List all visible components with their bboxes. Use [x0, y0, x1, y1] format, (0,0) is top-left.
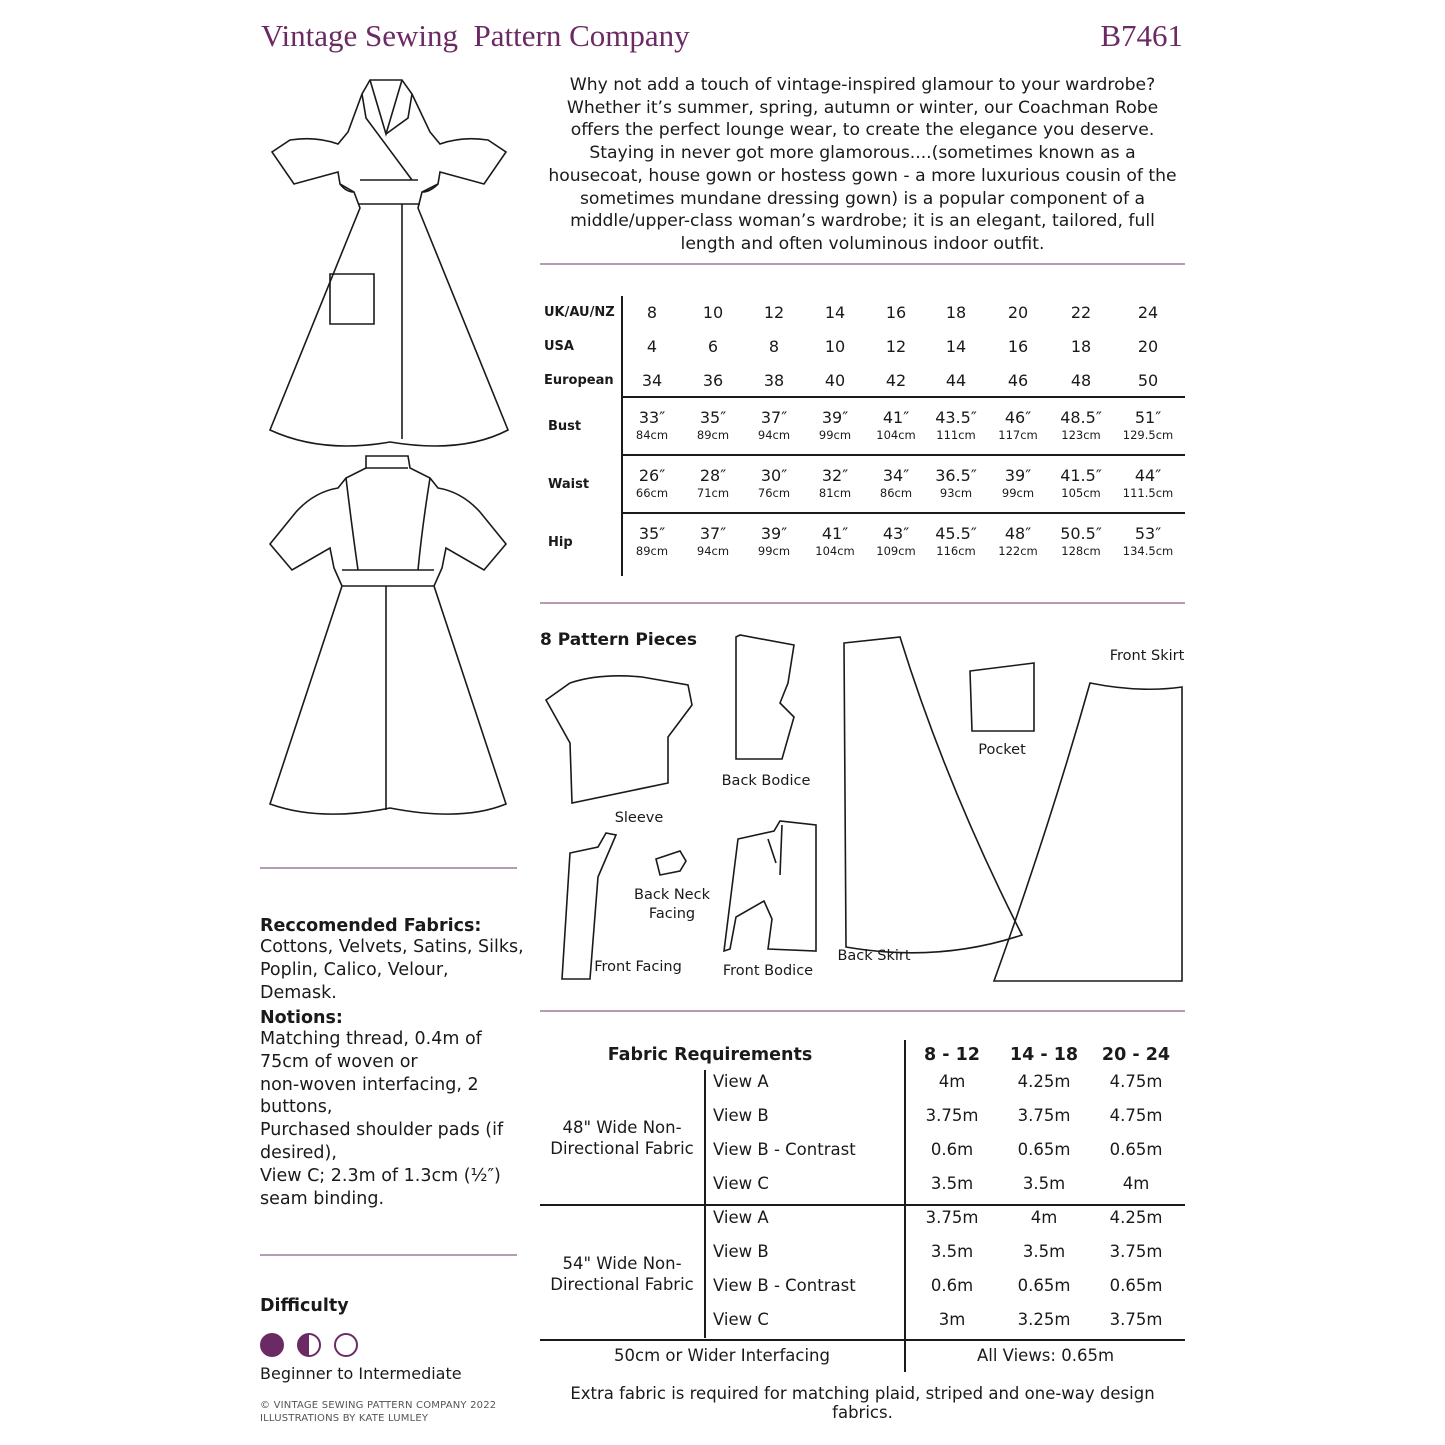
- fabric-type-line: 54" Wide Non-: [562, 1254, 682, 1273]
- size-value: 36: [702, 371, 724, 390]
- measurement-cell: [921, 524, 991, 558]
- size-value: 18: [945, 303, 967, 322]
- measurement-cell: [921, 466, 991, 500]
- measurement-cm: 66cm: [635, 486, 669, 500]
- sleeve-label: Sleeve: [614, 810, 664, 826]
- measurement-cm: 81cm: [818, 486, 852, 500]
- measurement-cell: [617, 466, 687, 500]
- fabric-table-row-rule: [540, 1204, 1185, 1206]
- notions-line: buttons,: [260, 1097, 333, 1118]
- measurement-cm: 104cm: [815, 544, 855, 558]
- view-label: View A: [713, 1208, 769, 1227]
- measurement-label: Bust: [548, 419, 582, 434]
- fabric-amount: 3.75m: [1109, 1310, 1163, 1329]
- fabric-amount: 3.5m: [1022, 1242, 1066, 1261]
- size-range-header: 20 - 24: [1101, 1045, 1171, 1065]
- measurement-cm: 89cm: [696, 428, 730, 442]
- measurement-cm: 99cm: [757, 544, 791, 558]
- size-chart-row-rule: [621, 454, 1185, 456]
- measurement-inches: 41″: [882, 408, 910, 427]
- measurement-cell: [1113, 466, 1183, 500]
- fabric-amount: 3.25m: [1017, 1310, 1071, 1329]
- measurement-cell: [983, 524, 1053, 558]
- size-value: 22: [1070, 303, 1092, 322]
- fabrics-line: Cottons, Velvets, Satins, Silks,: [260, 937, 524, 957]
- measurement-inches: 41.5″: [1060, 466, 1102, 485]
- view-label: View B: [713, 1242, 769, 1261]
- view-label: View B - Contrast: [713, 1276, 856, 1295]
- measurement-cm: 116cm: [936, 544, 976, 558]
- measurement-cell: [1113, 408, 1183, 442]
- divider: [260, 867, 517, 869]
- pocket-label: Pocket: [978, 742, 1026, 758]
- measurement-cm: 134.5cm: [1122, 544, 1174, 558]
- size-value: 40: [824, 371, 846, 390]
- fabric-amount: 0.6m: [930, 1140, 974, 1159]
- measurement-inches: 39″: [821, 408, 849, 427]
- measurement-cell: [800, 466, 870, 500]
- size-value: 8: [646, 303, 658, 322]
- robe-front-illustration: [262, 74, 517, 454]
- fabric-table-row-rule: [540, 1339, 1185, 1341]
- front-skirt-piece: [994, 683, 1182, 981]
- divider: [260, 1254, 517, 1256]
- divider: [540, 263, 1185, 265]
- measurement-cm: 111cm: [936, 428, 976, 442]
- measurement-inches: 35″: [699, 408, 727, 427]
- fabric-amount: 0.6m: [930, 1276, 974, 1295]
- measurement-inches: 50.5″: [1060, 524, 1102, 543]
- measurement-inches: 45.5″: [935, 524, 977, 543]
- measurement-cm: 129.5cm: [1122, 428, 1174, 442]
- measurement-inches: 30″: [760, 466, 788, 485]
- size-value: 44: [945, 371, 967, 390]
- notions-line: non-woven interfacing, 2: [260, 1074, 479, 1095]
- size-value: 46: [1007, 371, 1029, 390]
- fabric-amount: 0.65m: [1017, 1276, 1071, 1295]
- measurement-cm: 104cm: [876, 428, 916, 442]
- size-value: 20: [1137, 337, 1159, 356]
- fabric-amount: 4m: [1122, 1174, 1150, 1193]
- measurement-cell: [1113, 524, 1183, 558]
- view-label: View A: [713, 1072, 769, 1091]
- measurement-inches: 41″: [821, 524, 849, 543]
- size-value: 16: [885, 303, 907, 322]
- fabric-amount: 0.65m: [1017, 1140, 1071, 1159]
- fabric-amount: 3m: [938, 1310, 966, 1329]
- fabric-amount: 3.75m: [1017, 1106, 1071, 1125]
- interfacing-value: All Views: 0.65m: [976, 1346, 1115, 1365]
- measurement-inches: 28″: [699, 466, 727, 485]
- measurement-inches: 37″: [760, 408, 788, 427]
- measurement-inches: 37″: [699, 524, 727, 543]
- size-row-label: UK/AU/NZ: [544, 305, 615, 320]
- measurement-cell: [739, 408, 809, 442]
- measurement-inches: 36.5″: [935, 466, 977, 485]
- size-value: 6: [707, 337, 719, 356]
- fabric-amount: 4m: [1030, 1208, 1058, 1227]
- notions-section: [260, 1008, 530, 1210]
- fabric-footnote: Extra fabric is required for matching plaid, striped and one-way design fabrics.: [570, 1384, 1155, 1422]
- pattern-code: B7461: [1100, 18, 1183, 53]
- intro-paragraph: Why not add a touch of vintage-inspired glamour to your wardrobe? Whether it’s summer, spring, autumn or winter, our Coachman Robe offers the perfect lounge wear, to create the elegance you deserve. Staying in never got more glamorous....(sometimes known as a housecoat, house gown or hostess gown - a more luxurious cousin of the sometimes mundane dressing gown) is a popular component of a middle/upper-class woman’s wardrobe; it is an elegant, tailored, full length and often voluminous indoor outfit.: [548, 75, 1177, 254]
- size-value: 20: [1007, 303, 1029, 322]
- size-value: 8: [768, 337, 780, 356]
- fabric-amount: 3.5m: [930, 1242, 974, 1261]
- size-chart: [540, 290, 1185, 575]
- measurement-cm: 122cm: [998, 544, 1038, 558]
- size-value: 12: [763, 303, 785, 322]
- measurement-inches: 34″: [882, 466, 910, 485]
- measurement-inches: 48″: [1004, 524, 1032, 543]
- measurement-cm: 93cm: [939, 486, 973, 500]
- measurement-inches: 46″: [1004, 408, 1032, 427]
- measurement-inches: 35″: [638, 524, 666, 543]
- measurement-cell: [1046, 524, 1116, 558]
- notions-line: seam binding.: [260, 1188, 385, 1209]
- measurement-cm: 105cm: [1061, 486, 1101, 500]
- size-row-label: European: [544, 373, 614, 388]
- measurement-cm: 86cm: [879, 486, 913, 500]
- back-neck-facing-label: [632, 886, 712, 924]
- back-bodice-label: Back Bodice: [721, 773, 811, 789]
- measurement-inches: 48.5″: [1060, 408, 1102, 427]
- measurement-cm: 128cm: [1061, 544, 1101, 558]
- measurement-cell: [800, 524, 870, 558]
- fabric-amount: 4.75m: [1109, 1106, 1163, 1125]
- measurement-inches: 43″: [882, 524, 910, 543]
- fabric-type-line: Directional Fabric: [550, 1139, 694, 1158]
- measurement-cell: [617, 408, 687, 442]
- interfacing-label: 50cm or Wider Interfacing: [614, 1346, 830, 1365]
- measurement-label: Waist: [548, 477, 590, 492]
- front-facing-label: Front Facing: [594, 959, 682, 975]
- size-row-label: USA: [544, 339, 574, 354]
- measurement-cell: [739, 466, 809, 500]
- fabric-amount: 4.75m: [1109, 1072, 1163, 1091]
- view-label: View B - Contrast: [713, 1140, 856, 1159]
- measurement-inches: 53″: [1134, 524, 1162, 543]
- notions-heading: Notions:: [260, 1008, 343, 1028]
- fabric-type-line: Directional Fabric: [550, 1275, 694, 1294]
- notions-line: desired),: [260, 1142, 337, 1163]
- fabric-amount: 3.5m: [930, 1174, 974, 1193]
- back-bodice-piece: [736, 635, 794, 759]
- divider: [540, 1010, 1185, 1012]
- fabric-type-label: [540, 1117, 704, 1159]
- measurement-inches: 51″: [1134, 408, 1162, 427]
- fabric-amount: 4.25m: [1017, 1072, 1071, 1091]
- divider: [540, 602, 1185, 604]
- fabrics-heading: Reccomended Fabrics:: [260, 916, 482, 936]
- sleeve-piece: [546, 676, 692, 803]
- front-bodice-piece: [724, 821, 816, 951]
- size-chart-row-rule: [621, 396, 1185, 398]
- robe-back-illustration: [262, 448, 517, 818]
- difficulty-empty-dot-icon: [334, 1333, 358, 1357]
- measurement-inches: 44″: [1134, 466, 1162, 485]
- notions-line: View C; 2.3m of 1.3cm (½″): [260, 1165, 501, 1186]
- fabric-amount: 4.25m: [1109, 1208, 1163, 1227]
- measurement-cell: [678, 466, 748, 500]
- view-label: View C: [713, 1310, 769, 1329]
- fabric-amount: 3.75m: [925, 1208, 979, 1227]
- measurement-inches: 33″: [638, 408, 666, 427]
- front-skirt-label: Front Skirt: [1109, 648, 1185, 664]
- size-value: 24: [1137, 303, 1159, 322]
- fabric-requirements-table: [540, 1040, 1185, 1375]
- brand-name: Vintage Sewing Pattern Company: [261, 18, 690, 53]
- measurement-cell: [921, 408, 991, 442]
- size-value: 42: [885, 371, 907, 390]
- illustration-credit: ILLUSTRATIONS BY KATE LUMLEY: [260, 1413, 429, 1424]
- size-value: 38: [763, 371, 785, 390]
- recommended-fabrics-section: [260, 916, 530, 1004]
- measurement-cm: 99cm: [818, 428, 852, 442]
- size-value: 4: [646, 337, 658, 356]
- measurement-cm: 123cm: [1061, 428, 1101, 442]
- size-value: 10: [702, 303, 724, 322]
- measurement-cm: 71cm: [696, 486, 730, 500]
- size-range-header: 8 - 12: [924, 1045, 980, 1065]
- measurement-cell: [1046, 408, 1116, 442]
- fabric-type-label: [540, 1253, 704, 1295]
- size-value: 48: [1070, 371, 1092, 390]
- difficulty-half-dot-icon: [297, 1333, 321, 1357]
- difficulty-heading: Difficulty: [260, 1296, 349, 1316]
- size-value: 34: [641, 371, 663, 390]
- measurement-cell: [678, 408, 748, 442]
- measurement-cm: 94cm: [696, 544, 730, 558]
- view-label: View B: [713, 1106, 769, 1125]
- size-range-header: 14 - 18: [1009, 1045, 1079, 1065]
- back-neck-facing-label-line1: Back Neck: [634, 887, 710, 903]
- difficulty-full-dot-icon: [260, 1333, 284, 1357]
- copyright: © VINTAGE SEWING PATTERN COMPANY 2022: [260, 1400, 497, 1411]
- measurement-cell: [1046, 466, 1116, 500]
- pocket-piece: [970, 663, 1034, 731]
- size-value: 16: [1007, 337, 1029, 356]
- measurement-label: Hip: [548, 535, 573, 550]
- size-value: 10: [824, 337, 846, 356]
- measurement-cell: [617, 524, 687, 558]
- pattern-pieces-diagram: [540, 625, 1185, 990]
- size-value: 50: [1137, 371, 1159, 390]
- fabric-amount: 0.65m: [1109, 1140, 1163, 1159]
- fabrics-line: Poplin, Calico, Velour, Demask.: [260, 959, 449, 1003]
- fabric-amount: 0.65m: [1109, 1276, 1163, 1295]
- fabric-table-vertical-rule: [904, 1040, 906, 1372]
- measurement-cm: 89cm: [635, 544, 669, 558]
- measurement-cm: 109cm: [876, 544, 916, 558]
- measurement-cm: 117cm: [998, 428, 1038, 442]
- measurement-inches: 39″: [1004, 466, 1032, 485]
- front-bodice-label: Front Bodice: [722, 963, 814, 979]
- fabric-amount: 3.75m: [1109, 1242, 1163, 1261]
- difficulty-level: Beginner to Intermediate: [260, 1364, 462, 1383]
- fabric-amount: 3.5m: [1022, 1174, 1066, 1193]
- size-chart-row-rule: [621, 512, 1185, 514]
- measurement-cm: 94cm: [757, 428, 791, 442]
- back-neck-facing-label-line2: Facing: [648, 906, 696, 922]
- fabric-requirements-title: Fabric Requirements: [607, 1045, 813, 1065]
- measurement-cm: 76cm: [757, 486, 791, 500]
- notions-line: Purchased shoulder pads (if: [260, 1120, 504, 1141]
- measurement-cm: 99cm: [1001, 486, 1035, 500]
- measurement-cell: [983, 466, 1053, 500]
- pattern-pieces-title: 8 Pattern Pieces: [540, 630, 697, 650]
- notions-line: 75cm of woven or: [260, 1051, 418, 1072]
- measurement-inches: 32″: [821, 466, 849, 485]
- fabric-type-line: 48" Wide Non-: [562, 1118, 682, 1137]
- size-value: 14: [945, 337, 967, 356]
- measurement-cell: [739, 524, 809, 558]
- measurement-cell: [678, 524, 748, 558]
- back-skirt-label: Back Skirt: [837, 948, 911, 964]
- measurement-cm: 84cm: [635, 428, 669, 442]
- notions-line: Matching thread, 0.4m of: [260, 1029, 482, 1049]
- measurement-cell: [983, 408, 1053, 442]
- fabric-amount: 3.75m: [925, 1106, 979, 1125]
- back-neck-facing-piece: [656, 851, 686, 875]
- size-value: 14: [824, 303, 846, 322]
- view-label: View C: [713, 1174, 769, 1193]
- measurement-inches: 43.5″: [935, 408, 977, 427]
- size-value: 12: [885, 337, 907, 356]
- measurement-inches: 26″: [638, 466, 666, 485]
- measurement-cm: 111.5cm: [1122, 486, 1174, 500]
- back-skirt-piece: [844, 637, 1022, 953]
- measurement-cell: [800, 408, 870, 442]
- size-value: 18: [1070, 337, 1092, 356]
- fabric-amount: 4m: [938, 1072, 966, 1091]
- measurement-inches: 39″: [760, 524, 788, 543]
